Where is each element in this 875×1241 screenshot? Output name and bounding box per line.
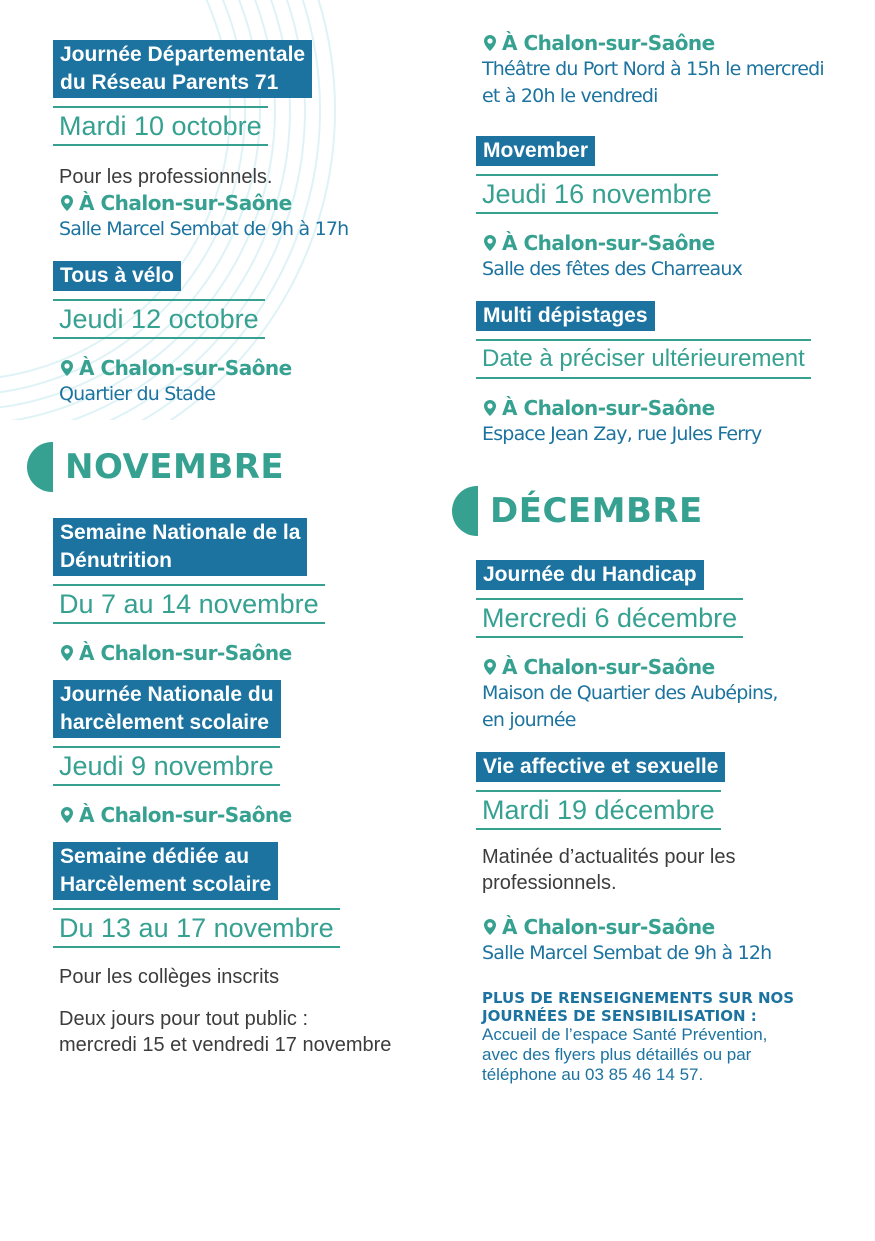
- right-column: [476, 30, 856, 1085]
- location-venue: Salle Marcel Sembat de 9h à 17h: [59, 218, 349, 240]
- location-city: À Chalon-sur-Saône: [502, 915, 715, 939]
- month-label: DÉCEMBRE: [490, 491, 703, 531]
- event-location: [53, 190, 443, 243]
- event-note: Pour les collèges inscrits: [59, 966, 280, 988]
- event-location: [53, 640, 443, 666]
- event-date: Jeudi 9 novembre: [53, 746, 280, 786]
- event-title-line: Journée Départementale: [60, 43, 306, 66]
- event-date: Date à préciser ultérieurement: [476, 339, 811, 379]
- location-venue: Salle des fêtes des Charreaux: [482, 258, 743, 280]
- event-title-line: harcèlement scolaire: [60, 711, 269, 734]
- event-title: Tous à vélo: [53, 261, 181, 291]
- event-title-line: Dénutrition: [60, 549, 172, 572]
- info-heading: PLUS DE RENSEIGNEMENTS SUR NOS: [482, 989, 795, 1007]
- location-venue: Théâtre du Port Nord à 15h le mercredi: [482, 58, 824, 80]
- location-venue: Quartier du Stade: [59, 383, 216, 405]
- event-tous-a-velo: [53, 261, 443, 408]
- location-venue: Salle Marcel Sembat de 9h à 12h: [482, 942, 772, 964]
- event-date: Mardi 10 octobre: [53, 106, 268, 146]
- event-handicap: [476, 560, 856, 734]
- location-venue: Espace Jean Zay, rue Jules Ferry: [482, 423, 762, 445]
- left-column: [53, 40, 443, 1058]
- event-title-line: Semaine dédiée au: [60, 845, 250, 868]
- event-location: [53, 355, 443, 408]
- event-date: Jeudi 16 novembre: [476, 174, 718, 214]
- map-pin-icon: [482, 658, 498, 676]
- map-pin-icon: [482, 399, 498, 417]
- event-location: [476, 654, 856, 734]
- event-location-continued: [476, 30, 856, 110]
- event-title-line: du Réseau Parents 71: [60, 71, 279, 94]
- map-pin-icon: [59, 359, 75, 377]
- location-city: À Chalon-sur-Saône: [502, 655, 715, 679]
- event-title: [53, 40, 312, 98]
- location-venue: et à 20h le vendredi: [482, 85, 658, 107]
- event-title: [53, 518, 307, 576]
- location-city: À Chalon-sur-Saône: [502, 231, 715, 255]
- event-note: professionnels.: [482, 872, 617, 894]
- event-location: [476, 914, 856, 967]
- map-pin-icon: [59, 644, 75, 662]
- info-heading: JOURNÉES DE SENSIBILISATION :: [482, 1007, 757, 1025]
- location-city: À Chalon-sur-Saône: [79, 803, 292, 827]
- event-harcelement-semaine: [53, 842, 443, 1058]
- event-date: Mardi 19 décembre: [476, 790, 721, 830]
- month-heading-december: [452, 486, 856, 536]
- event-title: Multi dépistages: [476, 301, 655, 331]
- event-title: [53, 680, 281, 738]
- location-city: À Chalon-sur-Saône: [502, 31, 715, 55]
- event-title: Movember: [476, 136, 595, 166]
- event-date: Mercredi 6 décembre: [476, 598, 743, 638]
- location-venue: en journée: [482, 709, 576, 731]
- event-note: Deux jours pour tout public :: [59, 1008, 309, 1030]
- map-pin-icon: [482, 918, 498, 936]
- event-movember: [476, 136, 856, 283]
- location-venue: Maison de Quartier des Aubépins,: [482, 682, 778, 704]
- event-harcelement-journee: [53, 680, 443, 828]
- event-title-line: Harcèlement scolaire: [60, 873, 272, 896]
- map-pin-icon: [482, 234, 498, 252]
- event-note: Matinée d’actualités pour les: [482, 846, 736, 868]
- event-denutrition: [53, 518, 443, 666]
- event-date: Du 13 au 17 novembre: [53, 908, 340, 948]
- event-location: [476, 230, 856, 283]
- event-note: mercredi 15 et vendredi 17 novembre: [59, 1034, 392, 1056]
- event-vie-affective: [476, 752, 856, 967]
- map-pin-icon: [59, 194, 75, 212]
- event-title: Vie affective et sexuelle: [476, 752, 725, 782]
- half-circle-icon: [452, 486, 478, 536]
- event-title-line: Journée Nationale du: [60, 683, 274, 706]
- info-body: téléphone au 03 85 46 14 57.: [482, 1065, 704, 1084]
- map-pin-icon: [482, 34, 498, 52]
- event-date: Du 7 au 14 novembre: [53, 584, 325, 624]
- month-label: NOVEMBRE: [65, 447, 285, 487]
- info-body: avec des flyers plus détaillés ou par: [482, 1045, 752, 1064]
- info-block: [476, 989, 856, 1085]
- map-pin-icon: [59, 806, 75, 824]
- event-title: Journée du Handicap: [476, 560, 704, 590]
- location-city: À Chalon-sur-Saône: [502, 396, 715, 420]
- event-reseau-parents: [53, 40, 443, 243]
- event-multi-depistages: [476, 301, 856, 448]
- event-location: [476, 395, 856, 448]
- location-city: À Chalon-sur-Saône: [79, 641, 292, 665]
- event-title: [53, 842, 278, 900]
- location-city: À Chalon-sur-Saône: [79, 191, 292, 215]
- month-heading-november: [27, 442, 443, 492]
- info-body: Accueil de l’espace Santé Prévention,: [482, 1025, 768, 1044]
- event-note: Pour les professionnels.: [59, 166, 273, 188]
- event-date: Jeudi 12 octobre: [53, 299, 265, 339]
- half-circle-icon: [27, 442, 53, 492]
- location-city: À Chalon-sur-Saône: [79, 356, 292, 380]
- event-location: [53, 802, 443, 828]
- event-title-line: Semaine Nationale de la: [60, 521, 301, 544]
